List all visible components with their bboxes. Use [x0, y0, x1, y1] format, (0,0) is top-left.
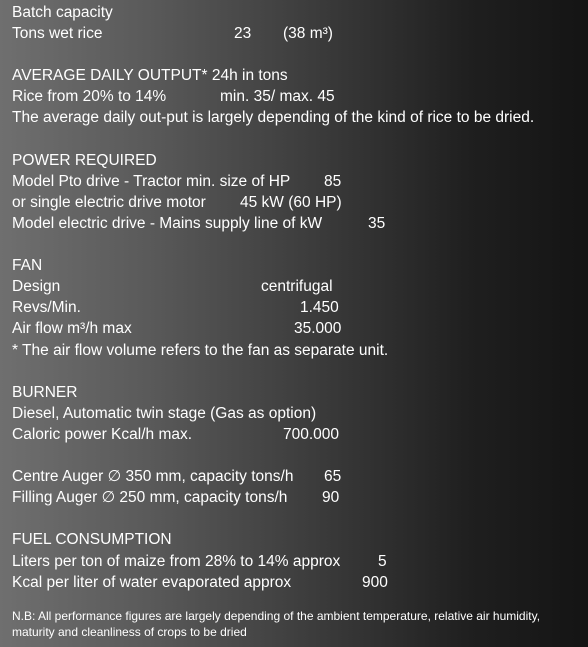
power-electric-label: Model electric drive - Mains supply line of kW — [12, 215, 323, 232]
fan-heading: FAN — [12, 257, 43, 274]
burner-heading: BURNER — [12, 384, 78, 401]
centre-auger-label: Centre Auger ∅ 350 mm, capacity tons/h — [12, 468, 294, 485]
fuel-liters-label: Liters per ton of maize from 28% to 14% approx — [12, 553, 341, 570]
output-note: The average daily out-put is largely depending of the kind of rice to be dried. — [12, 109, 535, 126]
fan-design-value: centrifugal — [261, 278, 333, 295]
fan-airflow-value: 35.000 — [294, 320, 342, 337]
filling-auger-value: 90 — [322, 489, 340, 506]
power-pto-label: Model Pto drive - Tractor min. size of HP — [12, 173, 291, 190]
fan-note: * The air flow volume refers to the fan as separate unit. — [12, 342, 389, 359]
fuel-kcal-value: 900 — [362, 574, 388, 591]
fan-airflow-label: Air flow m³/h max — [12, 320, 132, 337]
fuel-heading: FUEL CONSUMPTION — [12, 531, 172, 548]
power-heading: POWER REQUIRED — [12, 152, 157, 169]
footnote-line-1: N.B: All performance figures are largely depending of the ambient temperature, relative air humidity, — [12, 609, 541, 623]
fan-design-label: Design — [12, 278, 61, 295]
batch-tons-volume: (38 m³) — [283, 25, 333, 42]
filling-auger-label: Filling Auger ∅ 250 mm, capacity tons/h — [12, 489, 288, 506]
power-motor-label: or single electric drive motor — [12, 194, 206, 211]
output-rice-value: min. 35/ max. 45 — [220, 88, 335, 105]
power-electric-value: 35 — [368, 215, 386, 232]
burner-caloric-label: Caloric power Kcal/h max. — [12, 426, 193, 443]
fan-revs-label: Revs/Min. — [12, 299, 81, 316]
batch-tons-value: 23 — [234, 25, 252, 42]
output-heading: AVERAGE DAILY OUTPUT* 24h in tons — [12, 67, 288, 84]
output-rice-label: Rice from 20% to 14% — [12, 88, 167, 105]
centre-auger-value: 65 — [324, 468, 342, 485]
fuel-liters-value: 5 — [378, 553, 387, 570]
power-motor-value: 45 kW (60 HP) — [240, 194, 342, 211]
batch-tons-label: Tons wet rice — [12, 25, 103, 42]
fuel-kcal-label: Kcal per liter of water evaporated approx — [12, 574, 292, 591]
fan-revs-value: 1.450 — [300, 299, 339, 316]
burner-caloric-value: 700.000 — [283, 426, 340, 443]
footnote-line-2: maturity and cleanliness of crops to be dried — [12, 625, 247, 639]
batch-heading: Batch capacity — [12, 4, 113, 21]
burner-type: Diesel, Automatic twin stage (Gas as option) — [12, 405, 317, 422]
power-pto-value: 85 — [324, 173, 342, 190]
